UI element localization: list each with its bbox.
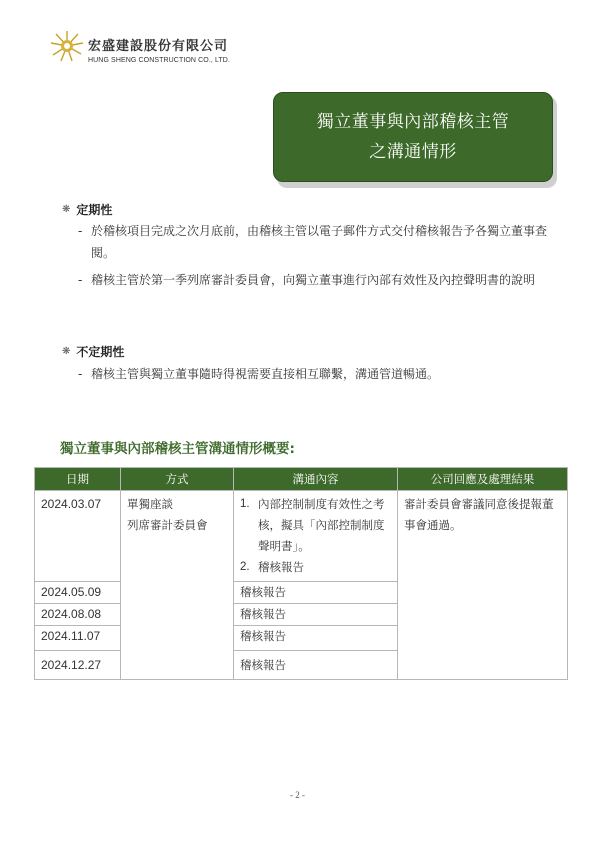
header-result: 公司回應及處理結果: [398, 468, 568, 491]
content-cell: [234, 491, 398, 582]
section-heading-label: 不定期性: [76, 345, 125, 359]
content-cell: 稽核報告: [234, 604, 398, 626]
date-cell: 2024.05.09: [35, 582, 121, 604]
list-item: [78, 220, 548, 264]
section-heading-regular: [62, 201, 112, 218]
section-heading-irregular: [62, 343, 124, 360]
content-text: 內部控制制度有效性之考核，擬具「內部控制制度聲明書」。: [258, 497, 385, 553]
asterisk-bullet-icon: ❋: [62, 204, 71, 215]
date-cell: 2024.11.07: [35, 626, 121, 651]
table-title: 獨立董事與內部稽核主管溝通情形概要:: [60, 441, 295, 457]
header-date: 日期: [35, 468, 121, 491]
company-name-cn: 宏盛建設股份有限公司: [88, 39, 229, 54]
method-line: 單獨座談: [127, 497, 173, 511]
method-line: 列席審計委員會: [127, 518, 208, 532]
method-cell: [121, 491, 234, 680]
content-cell: 稽核報告: [234, 651, 398, 680]
communication-table: [34, 467, 568, 680]
company-logo-icon: [50, 30, 84, 62]
list-item: [78, 269, 548, 291]
list-item: [78, 363, 548, 385]
result-cell: 審計委員會審議同意後提報董事會通過。: [398, 491, 568, 680]
list-number: 2.: [240, 561, 250, 573]
page-number: - 2 -: [290, 790, 305, 800]
content-text: 稽核報告: [258, 560, 304, 574]
date-cell: 2024.03.07: [35, 491, 121, 582]
date-cell: 2024.08.08: [35, 604, 121, 626]
dash-bullet: -: [78, 273, 83, 287]
content-cell: 稽核報告: [234, 582, 398, 604]
list-number: 1.: [240, 498, 250, 510]
content-cell: 稽核報告: [234, 626, 398, 651]
header-content: 溝通內容: [234, 468, 398, 491]
page-title-line-1: 獨立董事與內部稽核主管: [316, 112, 510, 132]
list-item-text: 稽核主管與獨立董事隨時得視需要直接相互聯繫，溝通管道暢通。: [91, 367, 440, 381]
section-heading-label: 定期性: [76, 203, 113, 217]
asterisk-bullet-icon: ❋: [62, 346, 71, 357]
content-list-item: [240, 557, 391, 578]
list-item-text: 於稽核項目完成之次月底前，由稽核主管以電子郵件方式交付稽核報告予各獨立董事查閱。: [91, 224, 548, 260]
table-header-row: [35, 468, 568, 491]
list-item-text: 稽核主管於第一季列席審計委員會，向獨立董事進行內部有效性及內控聲明書的說明: [91, 273, 536, 287]
company-name-en: HUNG SHENG CONSTRUCTION CO., LTD.: [88, 57, 231, 64]
dash-bullet: -: [78, 367, 83, 381]
content-list-item: [240, 494, 391, 557]
page-title-box: [273, 92, 553, 182]
page-title-line-2: 之溝通情形: [369, 142, 457, 162]
date-cell: 2024.12.27: [35, 651, 121, 680]
table-row: [35, 491, 568, 582]
header-method: 方式: [121, 468, 234, 491]
dash-bullet: -: [78, 224, 83, 238]
